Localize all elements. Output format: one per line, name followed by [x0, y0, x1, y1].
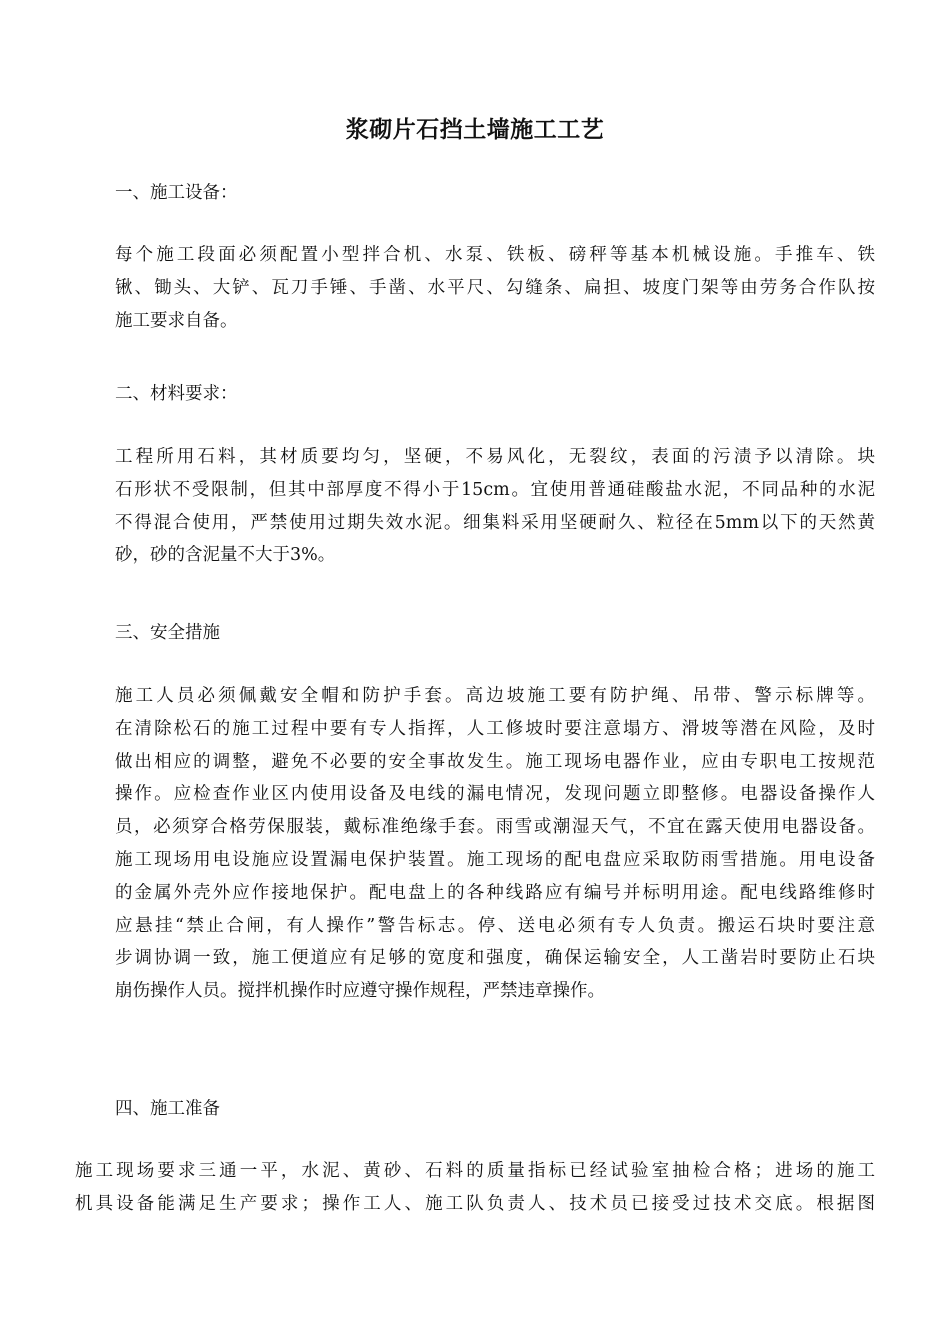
section-heading-materials: 二、材料要求：	[115, 384, 238, 404]
body-line: 砂，砂的含泥量不大于3%。	[115, 545, 336, 566]
body-line: 步调协调一致，施工便道应有足够的宽度和强度，确保运输安全，人工凿岩时要防止石块	[115, 948, 875, 969]
section-heading-safety: 三、安全措施	[115, 623, 220, 643]
body-line: 做出相应的调整，避免不必要的安全事故发生。施工现场电器作业，应由专职电工按规范	[115, 751, 875, 772]
body-line: 石形状不受限制，但其中部厚度不得小于15cm。宜使用普通硅酸盐水泥，不同品种的水泥	[115, 479, 875, 500]
section-heading-equipment: 一、施工设备：	[115, 183, 238, 203]
section-body-equipment	[75, 239, 875, 337]
section-body-materials	[75, 441, 875, 572]
body-line: 操作。应检查作业区内使用设备及电线的漏电情况，发现问题立即整修。电器设备操作人	[115, 784, 875, 805]
body-line: 施工要求自备。	[115, 310, 238, 331]
section-heading-preparation: 四、施工准备	[115, 1099, 220, 1119]
body-line: 工程所用石料，其材质要均匀，坚硬，不易风化，无裂纹，表面的污渍予以清除。块	[115, 447, 875, 467]
section-body-safety	[75, 680, 875, 1008]
body-line: 施工现场要求三通一平，水泥、黄砂、石料的质量指标已经试验室抽检合格；进场的施工	[75, 1161, 875, 1181]
body-line: 员，必须穿合格劳保服装，戴标准绝缘手套。雨雪或潮湿天气，不宜在露天使用电器设备。	[115, 817, 875, 838]
document-title: 浆砌片石挡土墙施工工艺	[345, 117, 605, 144]
body-line: 应悬挂“禁止合闸，有人操作”警告标志。停、送电必须有专人负责。搬运石块时要注意	[115, 915, 875, 936]
body-line: 的金属外壳外应作接地保护。配电盘上的各种线路应有编号并标明用途。配电线路维修时	[115, 882, 875, 903]
body-line: 每个施工段面必须配置小型拌合机、水泵、铁板、磅秤等基本机械设施。手推车、铁	[115, 245, 875, 265]
body-line: 不得混合使用，严禁使用过期失效水泥。细集料采用坚硬耐久、粒径在5mm以下的天然黄	[115, 512, 875, 533]
body-line: 施工人员必须佩戴安全帽和防护手套。高边坡施工要有防护绳、吊带、警示标牌等。	[115, 686, 875, 706]
body-line: 施工现场用电设施应设置漏电保护装置。施工现场的配电盘应采取防雨雪措施。用电设备	[115, 849, 875, 870]
body-line: 在清除松石的施工过程中要有专人指挥，人工修坡时要注意塌方、滑坡等潜在风险，及时	[115, 718, 875, 739]
body-line: 机具设备能满足生产要求；操作工人、施工队负责人、技术员已接受过技术交底。根据图	[75, 1193, 875, 1214]
section-body-preparation	[75, 1155, 875, 1221]
body-line: 崩伤操作人员。搅拌机操作时应遵守操作规程，严禁违章操作。	[115, 981, 605, 1002]
body-line: 锹、锄头、大铲、瓦刀手锤、手凿、水平尺、勾缝条、扁担、坡度门架等由劳务合作队按	[115, 277, 875, 298]
